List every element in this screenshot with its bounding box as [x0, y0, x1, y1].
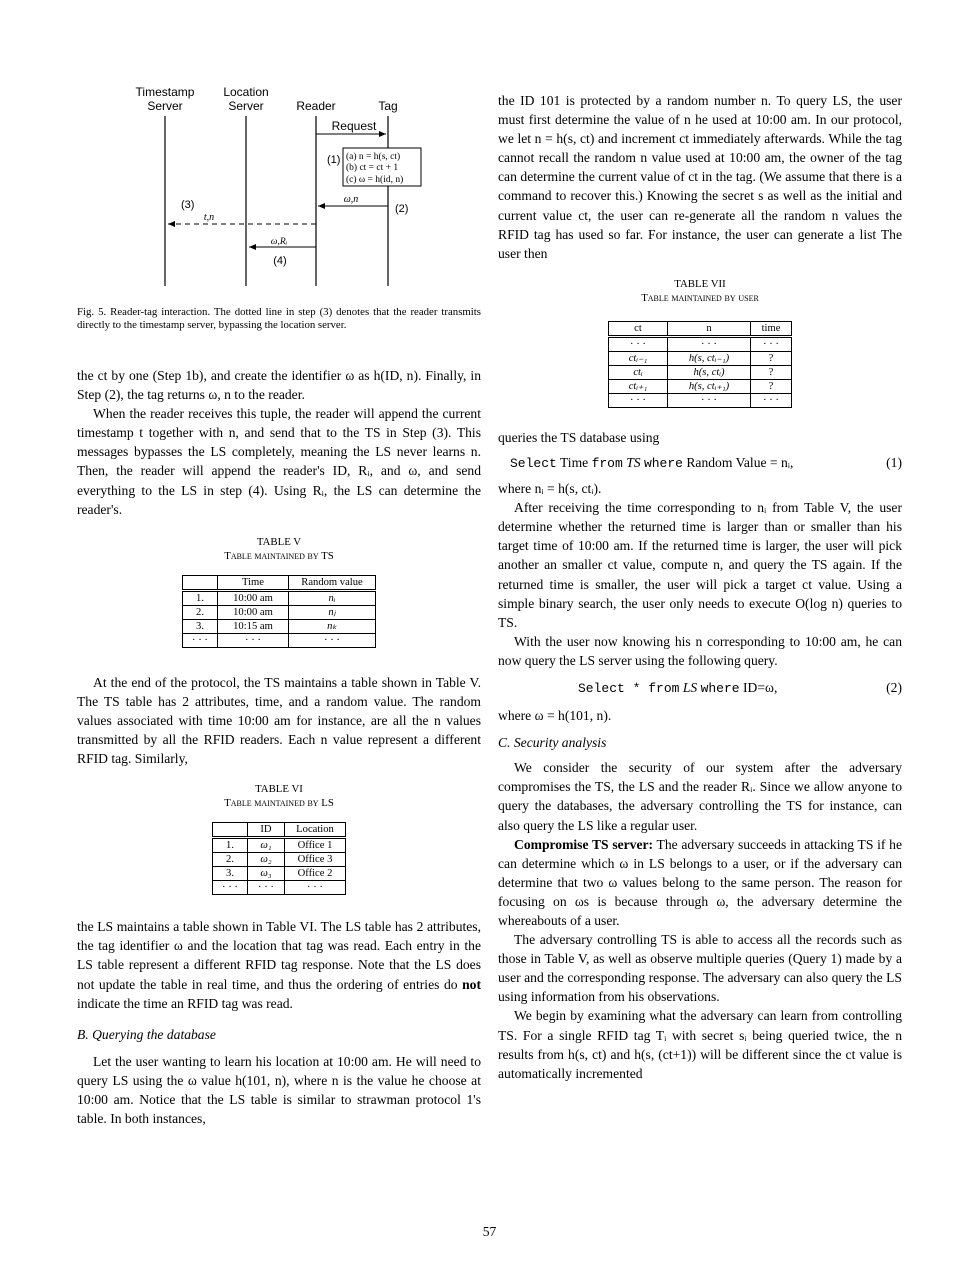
- right-paragraph-2: queries the TS database using: [498, 429, 660, 445]
- table-cell: · · ·: [751, 393, 792, 407]
- table-header-row: [183, 575, 376, 590]
- table-cell: 2.: [183, 605, 218, 619]
- table-header-cell: ct: [609, 321, 668, 336]
- table-cell: ?: [751, 351, 792, 365]
- eq1-time: Time: [556, 454, 592, 470]
- equation-1-number: (1): [886, 454, 902, 470]
- figure-caption: Fig. 5. Reader-tag interaction. The dotted line in step (3) denotes that the reader transmits directly to the timestamp server, bypassing the location server.: [77, 306, 481, 331]
- table-cell: 3.: [213, 867, 248, 881]
- table-cell: 1.: [183, 590, 218, 605]
- table-row: [609, 379, 792, 393]
- table-cell: · · ·: [213, 881, 248, 895]
- eq2-condition: ID=ω,: [739, 679, 778, 695]
- table-header-cell: n: [668, 321, 751, 336]
- table-row: [609, 393, 792, 407]
- eq2-kw-where: where: [700, 680, 740, 696]
- step1-a: (a) n = h(s, ct): [346, 152, 401, 162]
- equation-2-number: (2): [886, 679, 902, 695]
- eq1-ts: TS: [622, 454, 644, 470]
- table-header-row: [213, 823, 346, 838]
- right-paragraph-10: We begin by examining what the adversary can learn from controlling TS. For a single RFID tag Tᵢ with secret sᵢ being queried twice, the n results from h(s, ct) and h(s, (ct+1)) will be different since the ct value is automatically incremented: [498, 1008, 902, 1081]
- table-cell: nⱼ: [289, 605, 376, 619]
- table5: [182, 575, 376, 648]
- equation-1: [498, 453, 902, 473]
- label-omega-n: ω,n: [343, 194, 359, 205]
- page-number: 57: [482, 1224, 497, 1239]
- table-row: [213, 853, 346, 867]
- table-row: [609, 336, 792, 351]
- eq2-kw-select-from: Select * from: [578, 680, 680, 696]
- right-paragraph-8: [498, 835, 902, 930]
- eq2-ls: LS: [679, 679, 701, 695]
- equation-2-body: [498, 678, 777, 698]
- equation-1-body: [498, 453, 793, 473]
- right-column: [498, 84, 902, 1083]
- table-row: [213, 867, 346, 881]
- right-paragraph-3: where nᵢ = h(s, ctᵢ).: [498, 481, 602, 497]
- table-cell: ?: [751, 365, 792, 379]
- left-paragraph-1: the ct by one (Step 1b), and create the identifier ω as h(ID, n). Finally, in Step (2), the tag returns ω, n to the reader.: [77, 368, 481, 403]
- label-request: Request: [331, 119, 377, 133]
- table-cell: · · ·: [248, 881, 285, 895]
- table7-label: TABLE VII: [674, 277, 726, 290]
- table-cell: 10:00 am: [218, 590, 289, 605]
- left-paragraph-3: At the end of the protocol, the TS maintains a table shown in Table V. The TS table has 2 attributes, time, and a random value. The random values associated with time 10:00 am for instance, are all the n values transmitted by all the RFID readers. Each n value represent a different RFID tag. Similarly,: [77, 674, 481, 767]
- label-step3: (3): [181, 199, 195, 211]
- table-cell: 3.: [183, 619, 218, 633]
- table-cell: · · ·: [609, 336, 668, 351]
- table-cell: 10:00 am: [218, 605, 289, 619]
- eq1-kw-from: from: [591, 455, 623, 471]
- label-step2: (2): [395, 203, 409, 215]
- label-omega-r: ω,Rᵢ: [270, 237, 288, 247]
- left-paragraph-4-text: the LS maintains a table shown in Table VI. The LS table has 2 attributes, the tag identifier ω and the location that tag was read. Each entry in the LS table represent a different RFID tag response. Note that the LS does not update the table in real time, and thus the ordering of entries do: [77, 919, 481, 992]
- left-paragraph-4-bold: not: [462, 976, 481, 992]
- table-row: [183, 619, 376, 633]
- right-paragraph-9: The adversary controlling TS is able to access all the records such as those in Table V, as well as observe multiple queries (Query 1) made by a user and the corresponding response. The adversary can also query the LS using information from his observations.: [498, 932, 902, 1005]
- table-cell: ω₂: [248, 853, 285, 867]
- left-paragraph-2: When the reader receives this tuple, the reader will append the current timestamp t together with n, and send that to the TS in Step (3). This messages bypasses the LS completely, meaning the LS never learns n. Then, the reader will append the reader's ID, Rᵢ, and ω, and send everything to the LS in step (4). Using Rᵢ, the LS can determine the reader's.: [77, 406, 481, 517]
- table-cell: · · ·: [668, 336, 751, 351]
- section-heading-b: B. Querying the database: [77, 1026, 216, 1042]
- table-row: [183, 590, 376, 605]
- table-header-row: [609, 321, 792, 336]
- table-header-cell: Location: [285, 823, 346, 838]
- table-row: [213, 838, 346, 853]
- table-cell: Office 3: [285, 853, 346, 867]
- table-cell: ?: [751, 379, 792, 393]
- table-cell: 10:15 am: [218, 619, 289, 633]
- table-row: [213, 881, 346, 895]
- label-t-n: t,n: [203, 212, 215, 223]
- table-cell: Office 2: [285, 867, 346, 881]
- table7: [608, 321, 792, 408]
- table-row: [609, 365, 792, 379]
- eq1-kw-where: where: [643, 455, 683, 471]
- table-cell: · · ·: [609, 393, 668, 407]
- table-cell: nᵢ: [289, 590, 376, 605]
- left-paragraph-4: [77, 917, 481, 1012]
- table-cell: h(s, ctᵢ): [668, 365, 751, 379]
- table-cell: ctᵢ: [609, 365, 668, 379]
- label-location-server: Server: [228, 99, 264, 113]
- table-cell: · · ·: [218, 633, 289, 647]
- table5-label: TABLE V: [256, 535, 302, 548]
- section-heading-c: C. Security analysis: [498, 735, 607, 751]
- left-paragraph-4-end: indicate the time an RFID tag was read.: [77, 995, 293, 1011]
- label-step4: (4): [273, 255, 287, 267]
- table-cell: ω₃: [248, 867, 285, 881]
- table-header-cell: [183, 575, 218, 590]
- table7-title: Table maintained by user: [641, 291, 759, 304]
- table6: [212, 822, 346, 895]
- right-paragraph-1: the ID 101 is protected by a random number n. To query LS, the user must first determine the value of n he used at 10:00 am. In our protocol, we let n = h(s, ct) and increment ct immediately afterwards. While the tag cannot recall the random n value used at 10:00 am, the owner of the tag can determine the current value of ct in the tag. (We assume that there is a command to recover this.) Knowing the secret s as well as the initial and current value ct, the user can re-generate all the random n values the RFID tag has used so far. For instance, the user can generate a list The user then: [498, 93, 902, 261]
- right-paragraph-6: where ω = h(101, n).: [498, 708, 612, 724]
- label-location: Location: [223, 85, 269, 99]
- table-header-cell: ID: [248, 823, 285, 838]
- label-step1: (1): [327, 154, 341, 166]
- table-cell: · · ·: [285, 881, 346, 895]
- table-cell: 1.: [213, 838, 248, 853]
- table-cell: Office 1: [285, 838, 346, 853]
- table-header-cell: time: [751, 321, 792, 336]
- right-paragraph-8-text: The adversary succeeds in attacking TS if he can determine which ω in LS belongs to a user, or if the adversary can determine that two ω values belong to the same person. The reason for focusing on ωs is because through ω, the adversary determine the whereabouts of a user.: [498, 836, 902, 928]
- table6-label: TABLE VI: [255, 783, 303, 796]
- table-cell: · · ·: [668, 393, 751, 407]
- right-paragraph-8-bold: Compromise TS server:: [514, 836, 654, 852]
- table-cell: · · ·: [183, 633, 218, 647]
- eq1-kw-select: Select: [510, 455, 557, 471]
- table-cell: ctᵢ₊₁: [609, 379, 668, 393]
- step1-b: (b) ct = ct + 1: [346, 163, 399, 173]
- table-cell: h(s, ctᵢ₊₁): [668, 379, 751, 393]
- table-cell: · · ·: [751, 336, 792, 351]
- table-row: [183, 633, 376, 647]
- table-cell: 2.: [213, 853, 248, 867]
- table-header-cell: Random value: [289, 575, 376, 590]
- table-cell: nₖ: [289, 619, 376, 633]
- equation-2: [498, 678, 902, 698]
- table-cell: ω₁: [248, 838, 285, 853]
- right-paragraph-7: We consider the security of our system after the adversary compromises the TS, the LS and the reader Rᵢ. Since we allow anyone to query the databases, the adversary controlling the TS for instance, can also query the LS like a regular user.: [498, 760, 902, 833]
- table5-title: Table maintained by TS: [224, 549, 334, 562]
- table-row: [609, 351, 792, 365]
- step1-c: (c) ω = h(id, n): [346, 175, 404, 185]
- table-cell: h(s, ctᵢ₋₁): [668, 351, 751, 365]
- left-paragraph-5: Let the user wanting to learn his location at 10:00 am. He will need to query LS using the ω value h(101, n), where n is the value he choose at 10:00 am. Notice that the LS table is similar to strawman protocol 1's table. In both instances,: [77, 1053, 481, 1127]
- table6-title: Table maintained by LS: [224, 797, 334, 810]
- table-header-cell: Time: [218, 575, 289, 590]
- table-cell: · · ·: [289, 633, 376, 647]
- right-paragraph-5: With the user now knowing his n corresponding to 10:00 am, he can now query the LS server using the following query.: [498, 633, 902, 668]
- label-timestamp-server: Server: [147, 99, 183, 113]
- label-tag: Tag: [378, 99, 398, 113]
- label-timestamp: Timestamp: [135, 85, 195, 99]
- right-paragraph-4: After receiving the time corresponding to nᵢ from Table V, the user determine whether the returned time is larger than or smaller than his target time of 10:00 am. If the returned time is larger, the user will pick another an smaller ct value, compute n, and query the TS again. If the returned time is smaller, the user will pick a target ct value. Using a simple binary search, the user only needs to execute O(log n) queries to TS.: [498, 500, 902, 630]
- table-cell: ctᵢ₋₁: [609, 351, 668, 365]
- left-column: [77, 84, 481, 1128]
- table-header-cell: [213, 823, 248, 838]
- table-row: [183, 605, 376, 619]
- label-reader: Reader: [296, 99, 336, 113]
- eq1-condition: Random Value = nᵢ,: [682, 454, 794, 470]
